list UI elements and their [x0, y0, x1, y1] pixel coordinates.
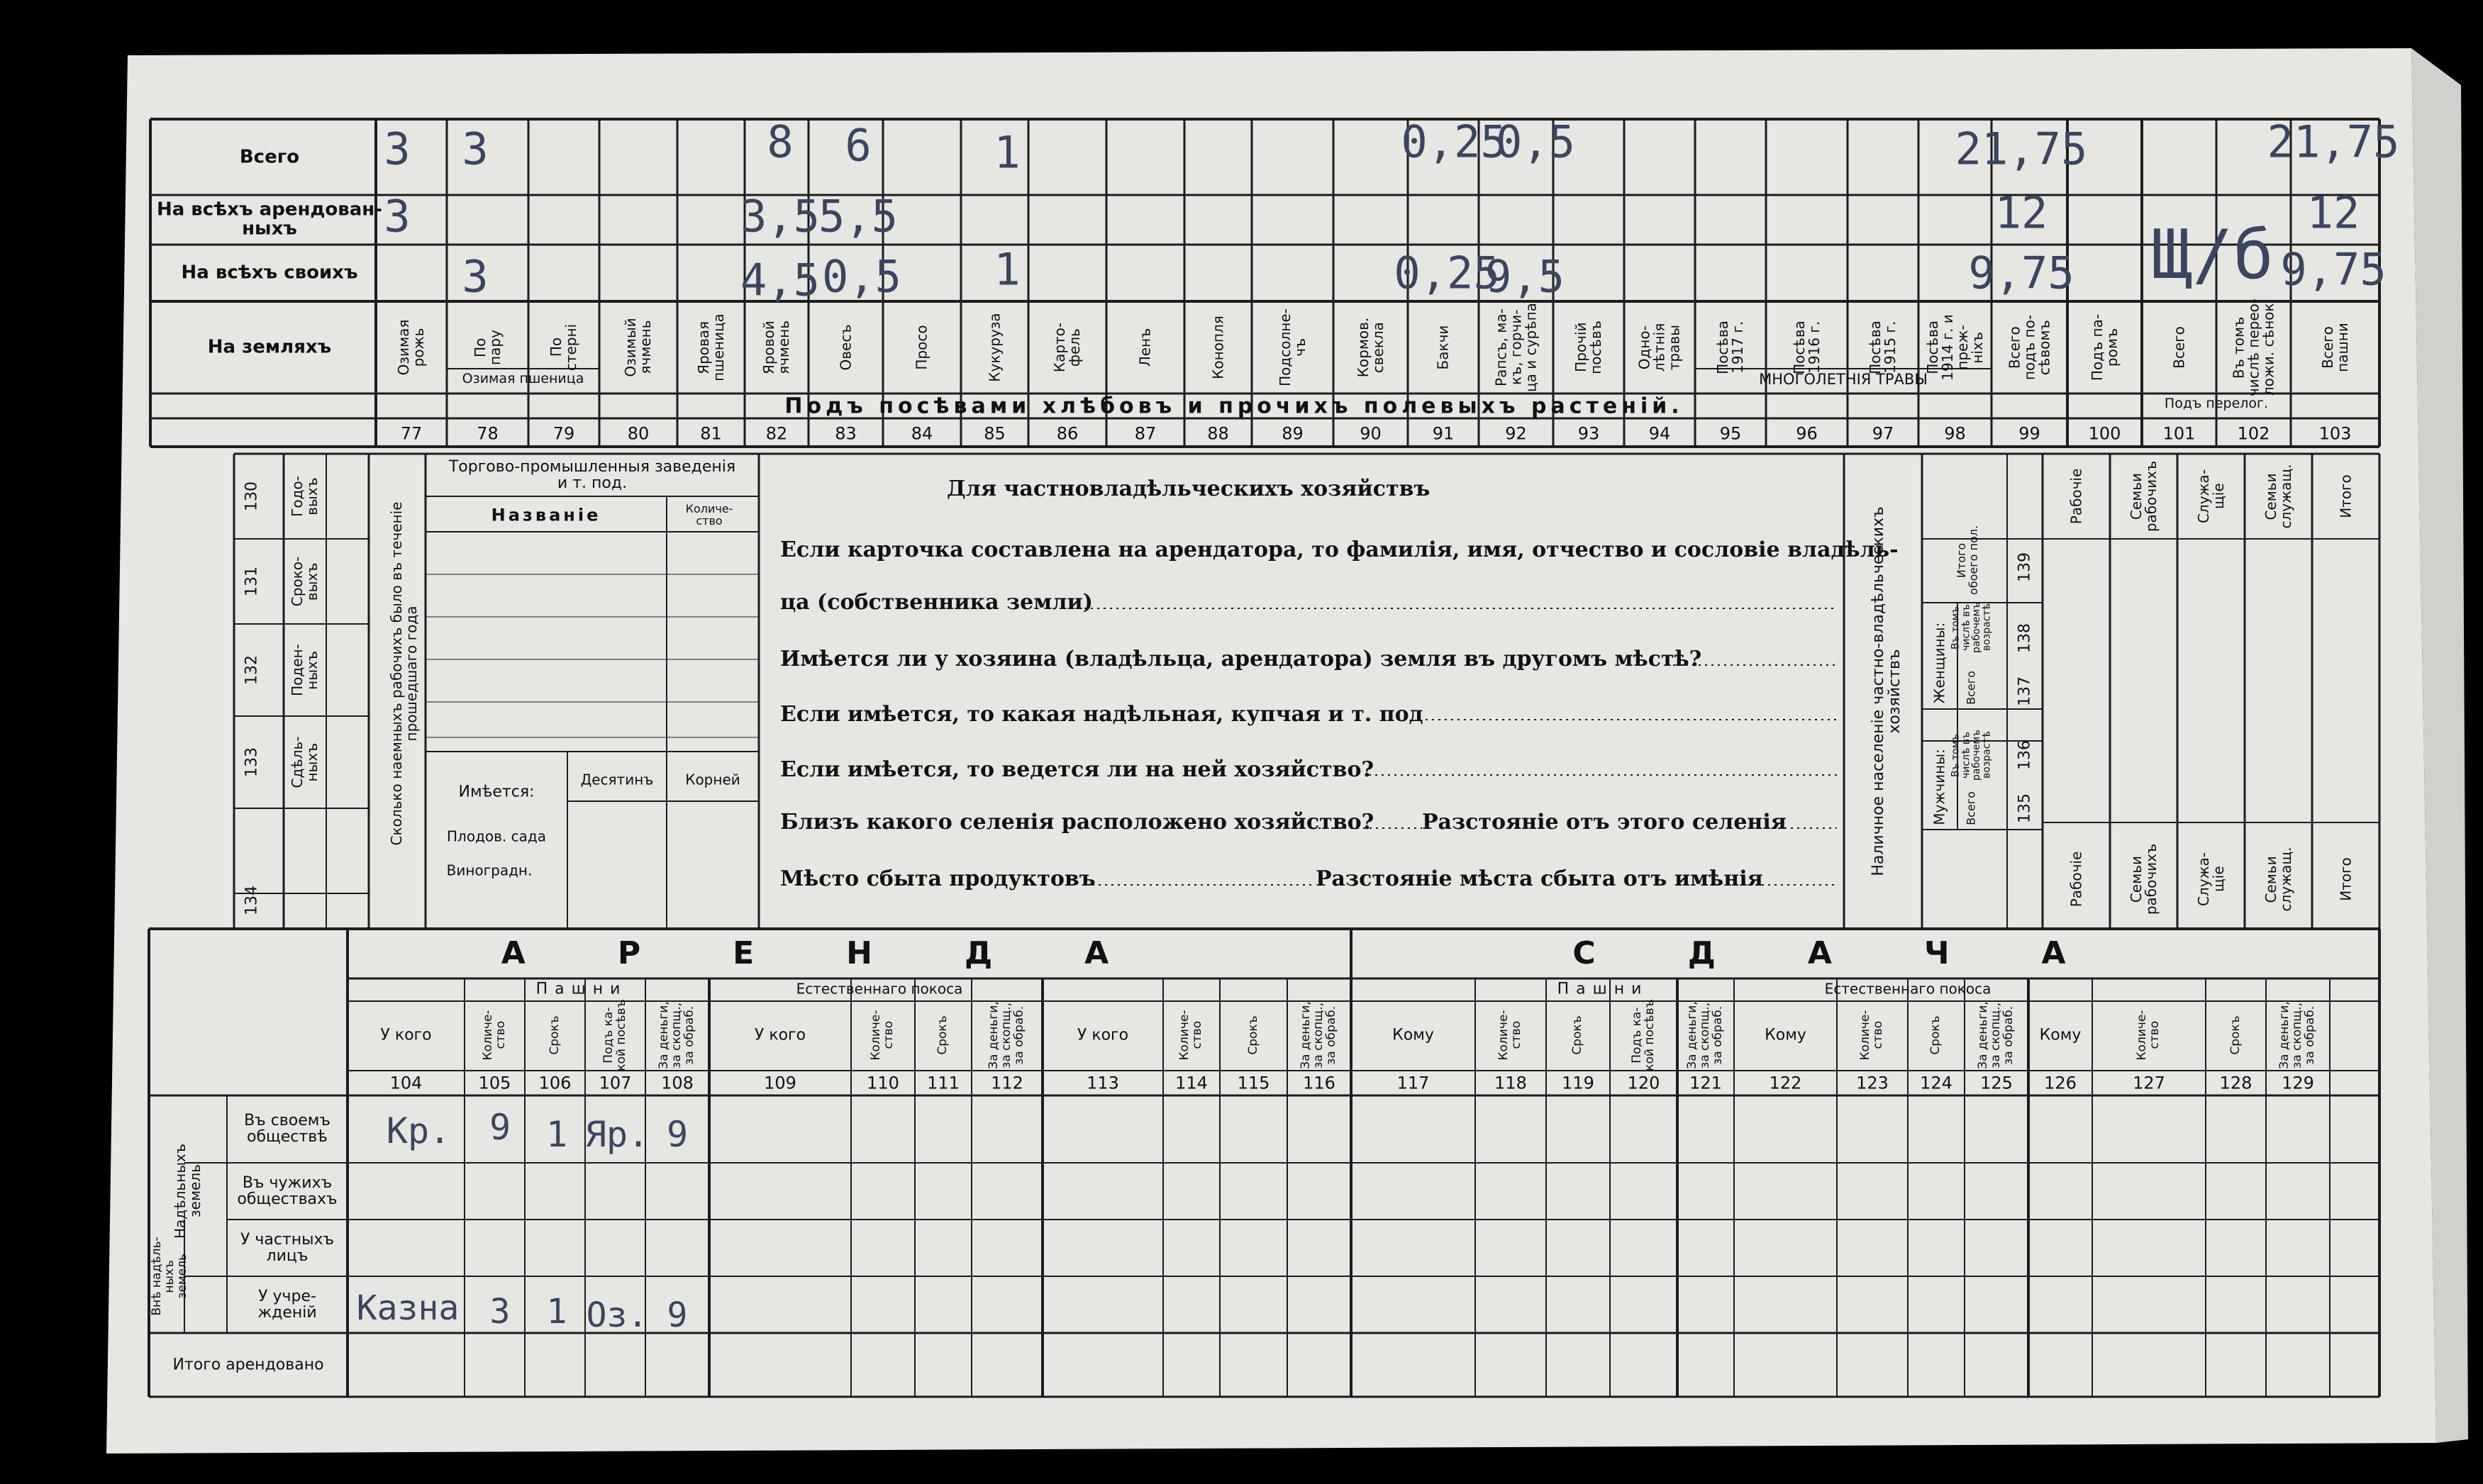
lease-hw-row1-1: 9	[489, 1107, 511, 1148]
lease-col-header-8: За деньги, за скопщ., за обраб.	[987, 1001, 1026, 1069]
population-number-139: 139	[2016, 552, 2034, 582]
col-number-82: 82	[765, 423, 788, 444]
col-header-25: Въ томъ числѣ перео- ложи. сѣнок.	[2230, 298, 2277, 397]
population-women: Женщины:	[1931, 622, 1948, 704]
lease-col-number-109: 109	[764, 1073, 796, 1093]
col-number-87: 87	[1134, 423, 1157, 444]
col-number-88: 88	[1207, 423, 1229, 444]
population-col-top-0: Рабочіе	[2067, 468, 2084, 525]
worker-col-label-3: Сдѣль- ныхъ	[289, 736, 321, 788]
col-number-81: 81	[700, 423, 722, 444]
lease-col-number-108: 108	[661, 1073, 694, 1093]
lease-col-header-6: Количе- ство	[869, 1010, 896, 1061]
handwritten-value-7: 21,75	[1955, 123, 2088, 175]
col-header-23: Подъ па- ромъ	[2088, 313, 2121, 381]
col-header-5: Яровой ячмень	[760, 320, 792, 375]
lease-col-header-11: Срокъ	[1245, 1015, 1260, 1055]
lease-col-header-16: Подъ ка- кой посѣвъ	[1629, 999, 1657, 1071]
col-header-13: Кормов. свекла	[1354, 317, 1387, 378]
lease-col-header-1: Количе- ство	[480, 1010, 508, 1061]
lease-hw-row1-2: 1	[545, 1114, 568, 1155]
row-label-3: На земляхъ	[207, 336, 332, 358]
col-header-26: Всего пашни	[2318, 323, 2351, 372]
handwritten-value-8: 21,75	[2267, 116, 2400, 168]
population-working-m: Въ томъ числѣ въ рабочемъ возрастѣ	[1950, 729, 1993, 781]
col-header-24: Всего	[2170, 326, 2187, 369]
handwritten-value-3: 6	[845, 119, 872, 172]
lease-col-number-105: 105	[478, 1073, 511, 1093]
population-number-135: 135	[2016, 793, 2034, 823]
col-number-78: 78	[477, 423, 499, 444]
col-header-12: Подсолне- чъ	[1276, 308, 1309, 386]
lease-col-header-12: За деньги, за скопщ., за обраб.	[1299, 1001, 1338, 1069]
col-header-14: Бакчи	[1434, 325, 1452, 370]
handwritten-value-15: 4,5	[740, 254, 820, 306]
col-number-92: 92	[1505, 423, 1527, 444]
lease-col-header-14: Количе- ство	[1496, 1010, 1523, 1061]
lease-hw-row1-0: Кр.	[386, 1110, 451, 1151]
handwritten-value-10: 3,5	[740, 190, 820, 242]
handwritten-value-1: 3	[462, 123, 489, 175]
col-number-91: 91	[1432, 423, 1455, 444]
population-working-w: Въ томъ числѣ въ рабочемъ возрастѣ	[1950, 601, 1993, 654]
lease-total: Итого арендовано	[172, 1356, 324, 1374]
col-number-84: 84	[911, 423, 933, 444]
lease-hw-row4-2: 1	[546, 1292, 567, 1332]
lease-row-label-0: Въ своемъ обществѣ	[244, 1111, 330, 1146]
lease-col-number-123: 123	[1856, 1073, 1889, 1093]
handwritten-value-0: 3	[384, 123, 411, 175]
industry-garden: Плодов. сада	[447, 827, 546, 845]
lease-col-header-7: Срокъ	[935, 1015, 950, 1055]
col-number-97: 97	[1872, 423, 1894, 444]
col-number-83: 83	[835, 423, 857, 444]
col-header-15: Рапсъ, ма- къ, горчи- ца и сурѣпа	[1492, 303, 1539, 392]
col-number-80: 80	[627, 423, 650, 444]
col-number-99: 99	[2018, 423, 2040, 444]
industry-has: Имѣется:	[458, 783, 535, 801]
population-number-136: 136	[2016, 740, 2034, 770]
handwritten-value-13: 12	[2306, 186, 2360, 239]
private-line-3: Если имѣется, то какая надѣльная, купчая и т. под	[780, 702, 1423, 727]
lease-row-label-1: Въ чужихъ обществахъ	[237, 1173, 338, 1208]
col-header-0: Озимая рожь	[395, 319, 427, 376]
lease-hw-row4-4: 9	[667, 1295, 688, 1335]
col-header-10: Ленъ	[1136, 328, 1154, 367]
industry-vineyard: Виноградн.	[446, 861, 533, 879]
population-col-bottom-1: Семьи рабочихъ	[2127, 843, 2160, 915]
handwritten-value-4: 1	[994, 126, 1021, 179]
lease-col-number-124: 124	[1920, 1073, 1952, 1093]
workers-vertical-title: Сколько наемныхъ рабочихъ было въ теченіе прошедшаго года	[388, 501, 420, 846]
growing-banner: Подъ посѣвами хлѣбовъ и прочихъ полевыхъ растеній.	[784, 394, 1684, 419]
population-vsego-m: Всего	[1964, 791, 1978, 825]
lease-col-header-10: Количе- ство	[1177, 1010, 1204, 1061]
lease-hw-row1-3: Яр.	[584, 1114, 650, 1155]
industry-col-roots: Корней	[685, 771, 740, 788]
lease-group-nadel: Надѣльныхъ земель	[172, 1144, 204, 1239]
sub-ozimaya: Озимая пшеница	[462, 371, 584, 387]
worker-col-label-2: Поден- ныхъ	[289, 644, 321, 696]
lease-col-number-107: 107	[599, 1073, 632, 1093]
col-number-93: 93	[1577, 423, 1600, 444]
handwritten-value-5: 0,25	[1401, 116, 1507, 168]
handwritten-value-11: 5,5	[818, 190, 898, 242]
handwritten-value-2: 8	[767, 116, 794, 168]
lease-col-number-119: 119	[1562, 1073, 1594, 1093]
col-header-21: Посѣва 1914 г. и преж- ніхъ	[1923, 314, 1986, 381]
handwritten-value-9: 3	[384, 190, 411, 242]
population-itogo: Итого обоего пол.	[1955, 525, 1980, 596]
lease-col-header-23: Количе- ство	[2135, 1010, 2162, 1061]
col-header-19: Посѣва 1916 г.	[1790, 320, 1823, 374]
handwritten-value-21: Щ/б	[2152, 216, 2274, 294]
handwritten-value-6: 0,5	[1496, 116, 1575, 168]
lease-col-number-116: 116	[1303, 1073, 1335, 1093]
private-line-5: Близъ какого селенія расположено хозяйство?	[780, 810, 1374, 835]
lease-col-number-122: 122	[1769, 1073, 1802, 1093]
col-header-6: Овесъ	[837, 324, 854, 371]
population-vertical-title: Наличное населеніе частно-владѣльческихъ хозяйствъ	[1869, 506, 1904, 876]
lease-row-label-2: У частныхъ лицъ	[240, 1230, 335, 1265]
private-line-0: Если карточка составлена на арендатора, то фамилія, имя, отчество и сословіе владѣль-	[780, 537, 1899, 562]
lease-col-header-15: Срокъ	[1570, 1015, 1585, 1055]
population-col-bottom-3: Семьи служащ.	[2262, 847, 2294, 912]
worker-col-130: 130	[243, 481, 261, 511]
population-col-bottom-2: Служа- щіе	[2194, 852, 2227, 907]
lease-col-header-4: За деньги, за скопщ., за обраб.	[657, 1001, 696, 1069]
lease-row-label-3: У учре- жденій	[257, 1287, 317, 1322]
handwritten-value-14: 3	[462, 250, 489, 303]
col-number-94: 94	[1648, 423, 1671, 444]
lease-col-number-126: 126	[2044, 1073, 2077, 1093]
row-label-2: На всѣхъ своихъ	[181, 262, 358, 284]
row-label-1: На всѣхъ арендован- ныхъ	[156, 199, 383, 240]
lease-hw-row4-1: 3	[489, 1292, 511, 1332]
col-header-16: Прочій посѣвъ	[1572, 320, 1604, 374]
col-number-102: 102	[2237, 423, 2270, 444]
arenda-pashni: Пашни	[535, 980, 628, 998]
handwritten-value-22: 9,75	[2280, 243, 2387, 296]
col-header-4: Яровая пшеница	[694, 313, 727, 381]
industry-col-name: Названіе	[491, 505, 601, 525]
col-header-18: Посѣва 1917 г.	[1714, 320, 1746, 374]
lease-col-number-115: 115	[1237, 1073, 1270, 1093]
sdacha-title: СДАЧА	[1572, 935, 2158, 971]
lease-col-header-25: За деньги, за скопщ., за обраб.	[2277, 1001, 2317, 1069]
private-line-6: Разстояніе отъ этого селенія	[1422, 810, 1787, 835]
handwritten-value-12: 12	[1994, 186, 2048, 239]
private-line-7: Мѣсто сбыта продуктовъ	[780, 866, 1096, 891]
population-men: Мужчины:	[1931, 749, 1948, 825]
arenda-title: АРЕНДА	[501, 935, 1201, 971]
lease-col-number-114: 114	[1175, 1073, 1208, 1093]
industry-col-qty: Количе- ство	[685, 502, 733, 528]
col-number-79: 79	[552, 423, 575, 444]
lease-col-header-5: У кого	[754, 1026, 806, 1044]
lease-hw-row4-0: Казна	[356, 1288, 460, 1328]
population-number-137: 137	[2016, 676, 2034, 706]
lease-col-header-18: Кому	[1765, 1026, 1806, 1044]
private-line-4: Если имѣется, то ведется ли на ней хозяйство?	[780, 757, 1374, 782]
col-number-98: 98	[1944, 423, 1966, 444]
col-number-89: 89	[1282, 423, 1304, 444]
col-number-77: 77	[400, 423, 423, 444]
lease-group-vne: Внѣ надѣль- ныхъ земель	[150, 1237, 189, 1316]
lease-hw-row1-4: 9	[666, 1114, 689, 1155]
lease-col-number-128: 128	[2219, 1073, 2253, 1093]
worker-col-134: 134	[243, 886, 261, 915]
lease-col-header-20: Срокъ	[1928, 1015, 1943, 1055]
handwritten-value-19: 9,5	[1485, 250, 1565, 303]
handwritten-value-20: 9,75	[1968, 247, 2074, 299]
lease-col-header-24: Срокъ	[2228, 1015, 2243, 1055]
row-label-0: Всего	[239, 146, 300, 168]
handwritten-value-18: 0,25	[1394, 247, 1500, 299]
sub-perelog: Подъ перелог.	[2164, 396, 2269, 412]
lease-col-number-129: 129	[2282, 1073, 2314, 1093]
col-number-100: 100	[2088, 423, 2121, 444]
private-heading: Для частновладѣльческихъ хозяйствъ	[947, 476, 1431, 501]
lease-col-header-17: За деньги, за скопщ., за обраб.	[1685, 1001, 1725, 1069]
lease-col-header-9: У кого	[1077, 1026, 1129, 1044]
col-number-85: 85	[984, 423, 1006, 444]
lease-col-header-22: Кому	[2039, 1026, 2082, 1044]
lease-col-number-113: 113	[1087, 1073, 1119, 1093]
lease-col-number-120: 120	[1627, 1073, 1660, 1093]
private-line-8: Разстояніе мѣста сбыта отъ имѣнія	[1316, 866, 1763, 891]
sdacha-pashni: Пашни	[1557, 980, 1649, 998]
lease-col-number-117: 117	[1396, 1073, 1430, 1093]
population-col-bottom-0: Рабочіе	[2067, 851, 2084, 908]
worker-col-133: 133	[243, 747, 261, 777]
col-header-22: Всего подъ по- сѣвомъ	[2006, 314, 2052, 381]
industry-title: Торгово-промышленныя заведенія и т. под.	[448, 457, 736, 492]
population-col-top-4: Итого	[2337, 474, 2354, 518]
sub-travy: МНОГОЛЕТНІЯ ТРАВЫ	[1759, 370, 1928, 388]
sdacha-pokos: Естественнаго покоса	[1824, 980, 1992, 998]
industry-col-des: Десятинъ	[580, 771, 654, 788]
col-header-20: Посѣва 1915 г.	[1867, 320, 1899, 374]
col-header-11: Конопля	[1209, 316, 1226, 379]
col-number-96: 96	[1796, 423, 1818, 444]
worker-col-label-1: Сроко- выхъ	[289, 556, 321, 607]
lease-col-number-112: 112	[991, 1073, 1023, 1093]
col-header-7: Просо	[913, 325, 931, 370]
worker-col-label-0: Годо- выхъ	[289, 476, 321, 517]
col-number-90: 90	[1360, 423, 1382, 444]
col-header-3: Озимый ячмень	[622, 318, 654, 377]
population-col-top-2: Служа- щіе	[2194, 469, 2227, 524]
handwritten-value-16: 0,5	[822, 250, 901, 303]
lease-hw-row4-3: Оз.	[586, 1295, 648, 1335]
arenda-pokos: Естественнаго покоса	[796, 980, 963, 998]
worker-col-132: 132	[243, 655, 261, 685]
col-number-103: 103	[2318, 423, 2352, 444]
col-number-86: 86	[1056, 423, 1079, 444]
lease-col-number-121: 121	[1689, 1073, 1722, 1093]
lease-col-number-110: 110	[867, 1073, 899, 1093]
private-line-2: Имѣется ли у хозяина (владѣльца, арендатора) земля въ другомъ мѣстѣ?	[780, 647, 1702, 671]
lease-col-number-118: 118	[1494, 1073, 1527, 1093]
handwritten-value-17: 1	[994, 243, 1021, 296]
lease-col-number-106: 106	[538, 1073, 572, 1093]
lease-col-number-125: 125	[1980, 1073, 2013, 1093]
lease-col-header-19: Количе- ство	[1858, 1010, 1885, 1061]
col-header-9: Карто- фель	[1051, 322, 1083, 373]
population-vsego-w: Всего	[1964, 671, 1978, 705]
worker-col-131: 131	[243, 567, 261, 596]
lease-col-number-111: 111	[927, 1073, 960, 1093]
population-col-top-3: Семьи служащ.	[2262, 464, 2294, 529]
population-col-top-1: Семьи рабочихъ	[2127, 460, 2160, 532]
private-line-1: ца (собственника земли)	[780, 590, 1093, 615]
population-number-138: 138	[2016, 623, 2034, 653]
col-number-95: 95	[1719, 423, 1742, 444]
lease-col-header-3: Подъ ка- кой посѣвъ	[601, 999, 628, 1071]
lease-col-header-21: За деньги, за скопщ., за обраб.	[1976, 1001, 2016, 1069]
lease-col-number-104: 104	[389, 1073, 423, 1093]
lease-col-header-2: Срокъ	[547, 1015, 562, 1055]
col-header-2: По стерні	[548, 323, 579, 372]
population-col-bottom-4: Итого	[2337, 857, 2354, 901]
col-header-8: Кукуруза	[986, 313, 1003, 382]
col-header-17: Одно- лѣтнія травы	[1635, 323, 1683, 372]
lease-col-header-13: Кому	[1392, 1026, 1434, 1044]
col-header-1: По пару	[471, 330, 504, 365]
lease-col-number-127: 127	[2133, 1073, 2165, 1093]
lease-col-header-0: У кого	[380, 1026, 432, 1044]
col-number-101: 101	[2162, 423, 2196, 444]
